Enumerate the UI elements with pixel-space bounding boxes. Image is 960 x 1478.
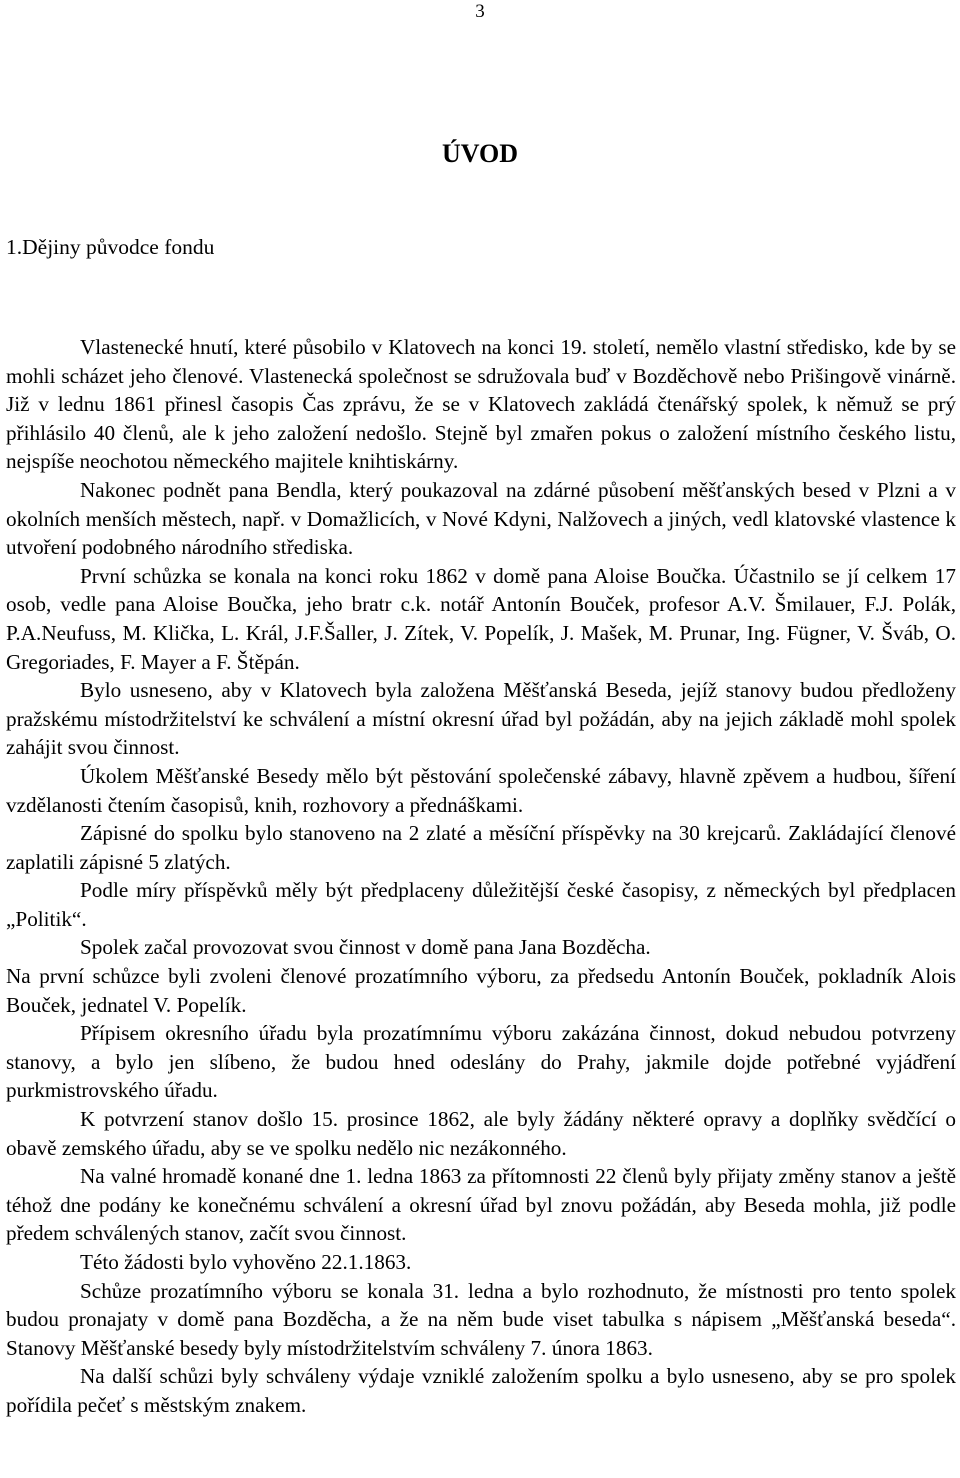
paragraph: Této žádosti bylo vyhověno 22.1.1863. — [80, 1250, 412, 1274]
paragraph: Přípisem okresního úřadu byla prozatímnímu výboru zakázána činnost, dokud nebudou potvrzeny stanovy, a bylo jen slíbeno, že budou hned odeslány do Prahy, jakmile dojde potřebné vyjádření purkmistrovského úřadu. — [6, 1021, 956, 1103]
paragraph: První schůzka se konala na konci roku 1862 v domě pana Aloise Boučka. Účastnilo se jí celkem 17 osob, vedle pana Aloise Boučka, jeho bratr c.k. notář Antonín Bouček, profesor A.V. Šmilauer, F.J. Polák, P.A.Neufuss, M. Klička, L. Král, J.F.Šaller, J. Zítek, V. Popelík, J. Mašek, M. Prunar, Ing. Fügner, V. Šváb, O. Gregoriades, F. Mayer a F. Štěpán. — [6, 563, 956, 674]
paragraph: Podle míry příspěvků měly být předplaceny důležitější české časopisy, z německých byl předplacen „Politik“. — [6, 878, 956, 931]
section-heading: 1.Dějiny původce fondu — [6, 235, 215, 259]
paragraph: Schůze prozatímního výboru se konala 31. ledna a bylo rozhodnuto, že místnosti pro tento spolek budou pronajaty v domě pana Bozděcha, a že na něm bude viset tabulka s nápisem „Měšťanská beseda“. Stanovy Měšťanské besedy byly místodržitelstvím schváleny 7. února 1863. — [6, 1278, 956, 1360]
paragraph: Bylo usneseno, aby v Klatovech byla založena Měšťanská Beseda, jejíž stanovy budou předloženy pražskému místodržitelství ke schválení a místní okresní úřad byl požádán, aby na jejich základě mohl spolek zahájit svou činnost. — [6, 678, 956, 760]
paragraph: Vlastenecké hnutí, které působilo v Klatovech na konci 19. století, nemělo vlastní středisko, kde by se mohli scházet jeho členové. Vlastenecká společnost se sdružovala buď v Bozděchově nebo Prišingově vinárně. Již v lednu 1861 přinesl časopis Čas zprávu, že se v Klatovech zakládá čtenářský spolek, k němuž se prý přihlásilo 40 členů, ale k jeho založení nedošlo. Stejně byl zmařen pokus o založení místního českého listu, nejspíše neochotou německého majitele knihtiskárny. — [6, 335, 956, 474]
paragraph: Úkolem Měšťanské Besedy mělo být pěstování společenské zábavy, hlavně zpěvem a hudbou, šíření vzdělanosti čtením časopisů, knih, rozhovory a přednáškami. — [6, 763, 956, 817]
page-number: 3 — [475, 1, 485, 22]
paragraph: Na první schůzce byli zvoleni členové prozatímního výboru, za předsedu Antonín Bouček, pokladník Alois Bouček, jednatel V. Popelík. — [6, 964, 956, 1017]
paragraph: Na další schůzi byly schváleny výdaje vzniklé založením spolku a bylo usneseno, aby se pro spolek pořídila pečeť s městským znakem. — [6, 1364, 956, 1417]
paragraph: Zápisné do spolku bylo stanoveno na 2 zlaté a měsíční příspěvky na 30 krejcarů. Zakládající členové zaplatili zápisné 5 zlatých. — [6, 821, 956, 874]
paragraph: Nakonec podnět pana Bendla, který poukazoval na zdárné působení měšťanských besed v Plzni a v okolních menších městech, např. v Domažlicích, v Nové Kdyni, Nalžovech a jiných, vedl klatovské vlastence k utvoření podobného národního střediska. — [6, 477, 956, 560]
paragraph: Na valné hromadě konané dne 1. ledna 1863 za přítomnosti 22 členů byly přijaty změny stanov a ještě téhož dne podány ke konečnému schválení a okresní úřad byl znovu požádán, aby Beseda mohla, již podle předem schválených stanov, začít svou činnost. — [6, 1164, 956, 1246]
page-title: ÚVOD — [441, 139, 519, 168]
body-text — [6, 333, 956, 1420]
paragraph: Spolek začal provozovat svou činnost v domě pana Jana Bozděcha. — [80, 935, 651, 960]
paragraph: K potvrzení stanov došlo 15. prosince 1862, ale byly žádány některé opravy a doplňky svědčící o obavě zemského úřadu, aby se ve spolku nedělo nic nezákonného. — [6, 1107, 956, 1160]
